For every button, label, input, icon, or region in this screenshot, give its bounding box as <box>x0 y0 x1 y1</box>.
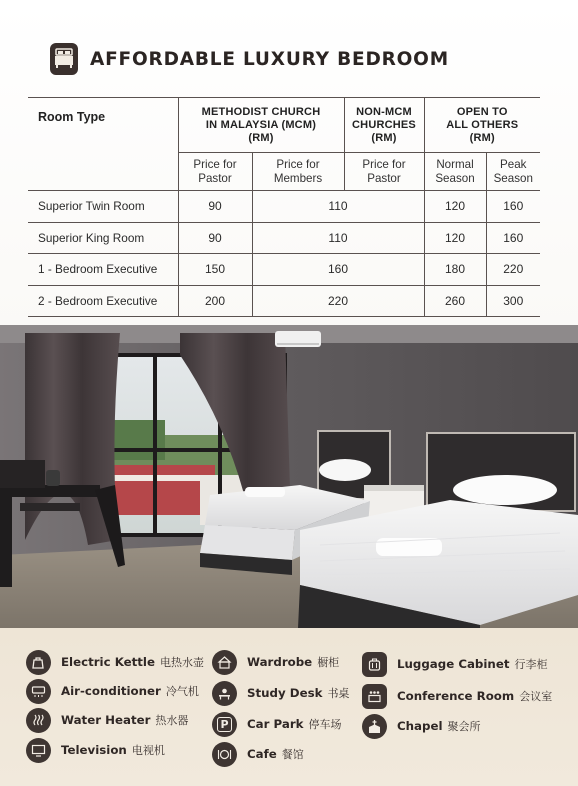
subheader-nonmcm-pastor: Price for Pastor <box>344 153 424 191</box>
group-header-non-mcm: NON-MCM CHURCHES (RM) <box>344 98 424 153</box>
price-normal-season: 180 <box>424 254 486 286</box>
television-icon <box>26 738 51 763</box>
price-table <box>28 97 540 317</box>
price-peak-season: 160 <box>486 191 540 223</box>
bedroom-illustration <box>0 325 578 628</box>
amenity-label: Television <box>61 743 127 757</box>
table-row <box>28 285 540 317</box>
amenity-label: Study Desk <box>247 686 323 700</box>
amenity-label-zh: 会议室 <box>519 690 553 703</box>
amenity-label: Air-conditioner <box>61 684 161 698</box>
table-row <box>28 222 540 254</box>
price-mcm-pastor: 200 <box>178 285 252 317</box>
amenity-label-zh: 热水器 <box>155 714 189 727</box>
room-name: 2 - Bedroom Executive <box>28 285 178 317</box>
price-normal-season: 120 <box>424 222 486 254</box>
amenity-label-zh: 电视机 <box>131 744 165 757</box>
price-peak-season: 300 <box>486 285 540 317</box>
amenity-label: Luggage Cabinet <box>397 657 510 671</box>
room-name: 1 - Bedroom Executive <box>28 254 178 286</box>
page-title: AFFORDABLE LUXURY BEDROOM <box>90 48 449 70</box>
page-header <box>50 40 449 78</box>
car-park-icon: P <box>212 712 237 737</box>
price-peak-season: 160 <box>486 222 540 254</box>
study-desk-icon <box>212 681 237 706</box>
amenity-label-zh: 行李柜 <box>514 658 548 671</box>
amenity-chapel <box>362 713 481 739</box>
amenity-label-zh: 冷气机 <box>165 685 199 698</box>
subheader-mcm-pastor: Price for Pastor <box>178 153 252 191</box>
table-row <box>28 254 540 286</box>
table-group-header-row <box>28 98 540 153</box>
price-members-nonmcm: 220 <box>252 285 424 317</box>
cafe-icon <box>212 742 237 767</box>
room-type-header: Room Type <box>28 98 178 191</box>
amenity-water-heater <box>26 707 188 733</box>
amenity-label-zh: 电热水壶 <box>159 656 204 669</box>
air-conditioner-icon <box>26 679 51 704</box>
amenity-air-conditioner <box>26 678 199 704</box>
amenity-label: Cafe <box>247 747 277 761</box>
amenity-study-desk <box>212 680 349 706</box>
amenity-car-park <box>212 711 342 737</box>
amenity-electric-kettle <box>26 649 204 675</box>
price-members-nonmcm: 110 <box>252 222 424 254</box>
room-name: Superior Twin Room <box>28 191 178 223</box>
subheader-peak-season: Peak Season <box>486 153 540 191</box>
amenities-panel <box>0 628 578 786</box>
amenity-label: Electric Kettle <box>61 655 155 669</box>
amenity-label-zh: 聚会所 <box>447 720 481 733</box>
group-header-mcm: METHODIST CHURCH IN MALAYSIA (MCM) (RM) <box>178 98 344 153</box>
amenity-label: Wardrobe <box>247 655 313 669</box>
water-heater-icon <box>26 708 51 733</box>
group-header-open: OPEN TO ALL OTHERS (RM) <box>424 98 540 153</box>
amenity-wardrobe <box>212 649 339 675</box>
price-mcm-pastor: 90 <box>178 222 252 254</box>
amenity-label: Car Park <box>247 717 304 731</box>
subheader-normal-season: Normal Season <box>424 153 486 191</box>
chapel-icon <box>362 714 387 739</box>
amenity-label: Chapel <box>397 719 443 733</box>
price-peak-season: 220 <box>486 254 540 286</box>
bedroom-photo <box>0 325 578 628</box>
conference-room-icon <box>362 684 387 709</box>
amenity-label-zh: 橱柜 <box>317 656 340 669</box>
amenity-label-zh: 餐馆 <box>281 748 304 761</box>
room-name: Superior King Room <box>28 222 178 254</box>
price-normal-season: 120 <box>424 191 486 223</box>
amenity-label: Water Heater <box>61 713 151 727</box>
subheader-mcm-members: Price for Members <box>252 153 344 191</box>
amenity-television <box>26 737 165 763</box>
amenity-luggage-cabinet <box>362 651 547 677</box>
wardrobe-icon <box>212 650 237 675</box>
price-mcm-pastor: 150 <box>178 254 252 286</box>
bed-icon <box>50 43 78 75</box>
kettle-icon <box>26 650 51 675</box>
table-row <box>28 191 540 223</box>
amenity-label-zh: 停车场 <box>308 718 342 731</box>
amenity-label-zh: 书桌 <box>327 687 350 700</box>
amenity-conference-room <box>362 683 552 709</box>
price-normal-season: 260 <box>424 285 486 317</box>
amenity-label: Conference Room <box>397 689 515 703</box>
price-members-nonmcm: 160 <box>252 254 424 286</box>
amenity-cafe <box>212 741 304 767</box>
luggage-icon <box>362 652 387 677</box>
price-mcm-pastor: 90 <box>178 191 252 223</box>
price-members-nonmcm: 110 <box>252 191 424 223</box>
